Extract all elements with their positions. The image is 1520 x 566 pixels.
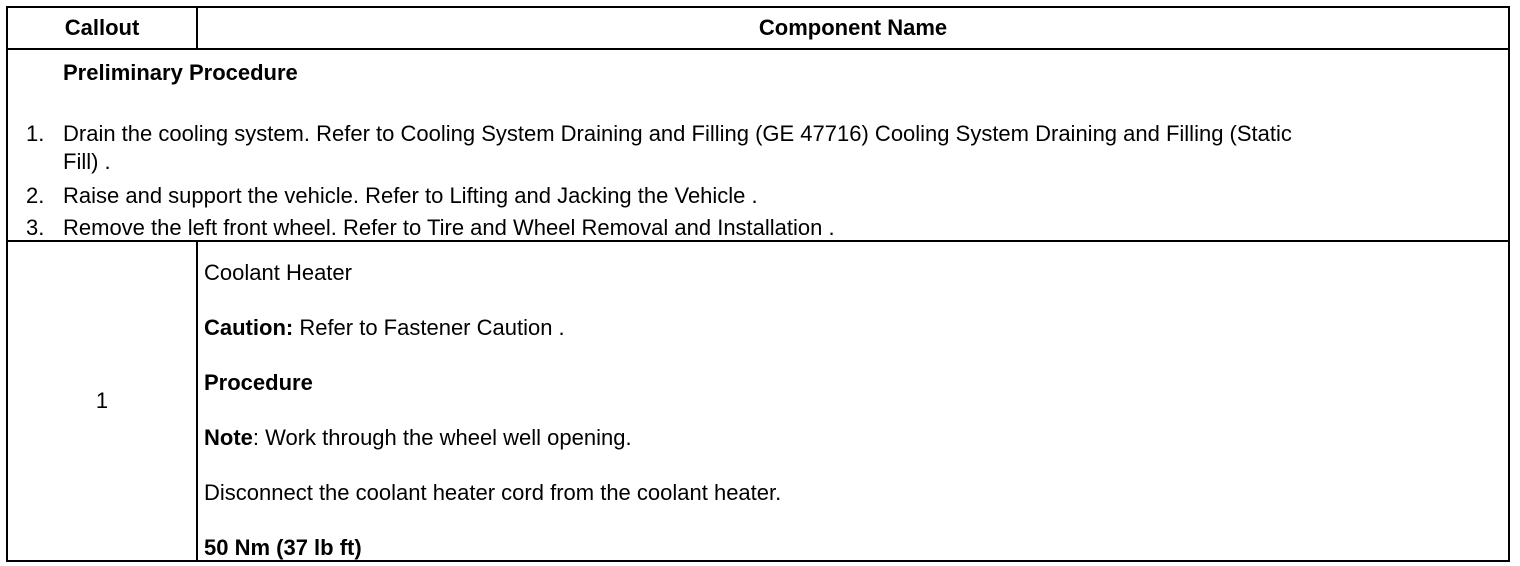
step-number: 1. xyxy=(26,121,45,146)
preliminary-procedure-title: Preliminary Procedure xyxy=(63,60,298,85)
step-text: Remove the left front wheel. Refer to Tire and Wheel Removal and Installation . xyxy=(63,215,835,240)
step-number: 3. xyxy=(26,215,45,240)
header-component-name: Component Name xyxy=(758,15,948,40)
caution-text: Refer to Fastener Caution . xyxy=(293,315,565,340)
header-callout: Callout xyxy=(8,8,198,48)
step-text xyxy=(63,120,1483,176)
instruction-text: Disconnect the coolant heater cord from the coolant heater. xyxy=(204,480,782,505)
torque-spec: 50 Nm (37 lb ft) xyxy=(204,535,362,560)
procedure-table xyxy=(6,6,1510,562)
note-line xyxy=(204,425,632,451)
caution-line xyxy=(204,315,565,341)
component-name: Coolant Heater xyxy=(204,260,352,285)
step-text-line2: Fill) . xyxy=(63,149,111,174)
step-number: 2. xyxy=(26,183,45,208)
component-name-cell xyxy=(198,242,1508,560)
step-text: Raise and support the vehicle. Refer to Lifting and Jacking the Vehicle . xyxy=(63,183,758,208)
callout-cell xyxy=(8,242,198,560)
table-row xyxy=(8,242,1508,560)
table-header-row xyxy=(8,8,1508,50)
step-text-line1: Drain the cooling system. Refer to Cooling System Draining and Filling (GE 47716) Cooling System Draining and Filling (Static xyxy=(63,121,1292,146)
procedure-label: Procedure xyxy=(204,370,313,395)
note-text: : Work through the wheel well opening. xyxy=(252,425,632,450)
preliminary-procedure-row xyxy=(8,50,1508,242)
caution-label: Caution: xyxy=(204,315,294,340)
callout-number: 1 xyxy=(95,388,109,413)
note-label: Note xyxy=(204,425,253,450)
